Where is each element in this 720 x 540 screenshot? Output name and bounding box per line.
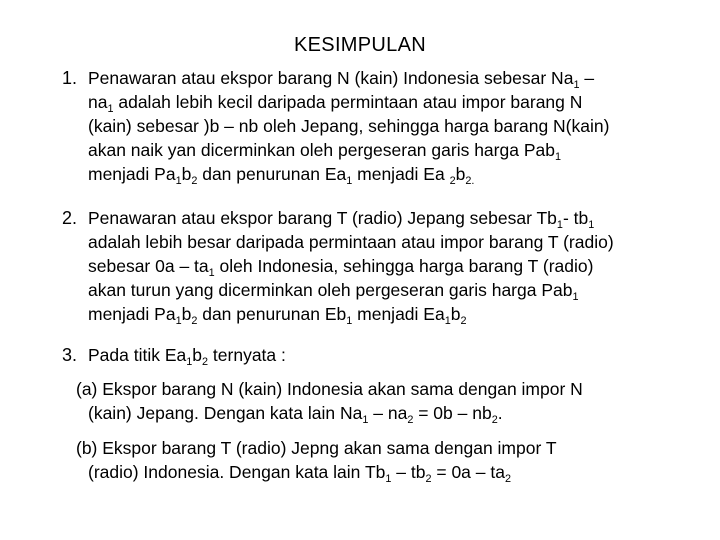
text-line: (kain) Jepang. Dengan kata lain $Na_1 - na_2 = 0b - nb_2$. [88,403,503,426]
text-line: menjadi $Pa_1b_2$ dan penurunan $Ea_1$ menjadi Ea $_2b_{2.}$ [88,164,475,187]
subscript: 2 [407,413,414,426]
subscript: 1 [588,218,595,231]
subscript: 1 [208,266,215,279]
subscript: 2 [491,413,498,426]
text-line: (a) Ekspor barang N (kain) Indonesia akan sama dengan impor N [76,379,583,399]
subscript: 1 [175,174,182,187]
text-line: Penawaran atau ekspor barang N (kain) Indonesia sebesar $Na_1$ – [88,68,595,91]
subscript: 1 [573,78,580,91]
text-line: $na_1$ adalah lebih kecil daripada permintaan atau impor barang N [88,92,583,115]
text-line: (radio) Indonesia. Dengan kata lain $Tb_1 - tb_2 = 0a - ta_2$ [88,462,511,485]
subscript: 2 [191,314,198,327]
subscript: 1 [175,314,182,327]
subscript: 2 [425,472,432,485]
subitem-a [76,377,706,425]
item-number: 1. [62,68,78,88]
subscript: 2 [202,355,209,368]
item-text [88,343,702,367]
subscript: 1 [444,314,451,327]
text-line: Penawaran atau ekspor barang T (radio) Jepang sebesar $Tb_1-$ $tb_1$ [88,208,595,231]
subscript: 2 [191,174,198,187]
text-line: sebesar $0a - ta_1$ oleh Indonesia, sehingga harga barang T (radio) [88,256,594,279]
text-line: akan turun yang dicerminkan oleh pergeseran garis harga Pab$_1$ [88,280,579,303]
item-text [88,66,702,186]
subscript: 1 [186,355,193,368]
subscript: 1 [346,314,353,327]
subscript: 2. [465,174,475,187]
subscript: 1 [362,413,369,426]
subscript: 1 [107,102,114,115]
item-text [88,206,702,326]
subscript: 2 [504,472,511,485]
subitem-b [76,436,706,484]
conclusion-item-3 [62,343,702,367]
text-line: menjadi $Pa_1b_2$ dan penurunan $Eb_1$ menjadi $Ea_1b_2$ [88,304,467,327]
subscript: 1 [572,290,579,303]
subscript: 1 [556,218,563,231]
text-line: (b) Ekspor barang T (radio) Jepng akan sama dengan impor T [76,438,557,458]
conclusion-item-2 [62,206,702,326]
subscript: 1 [554,150,561,163]
page-title: KESIMPULAN [294,34,426,56]
subscript: 1 [346,174,353,187]
subscript: 1 [385,472,392,485]
subscript: 2 [460,314,467,327]
conclusion-item-1 [62,66,702,186]
subscript: 2 [449,174,456,187]
text-line: (kain) sebesar )b – nb oleh Jepang, sehingga harga barang N(kain) [88,116,610,136]
item-number: 3. [62,345,78,365]
text-line: Pada titik $Ea_1b_2$ ternyata : [88,345,286,368]
text-line: akan naik yan dicerminkan oleh pergeseran garis harga Pab$_1$ [88,140,561,163]
text-line: adalah lebih besar daripada permintaan atau impor barang T (radio) [88,232,614,252]
item-number: 2. [62,208,78,228]
